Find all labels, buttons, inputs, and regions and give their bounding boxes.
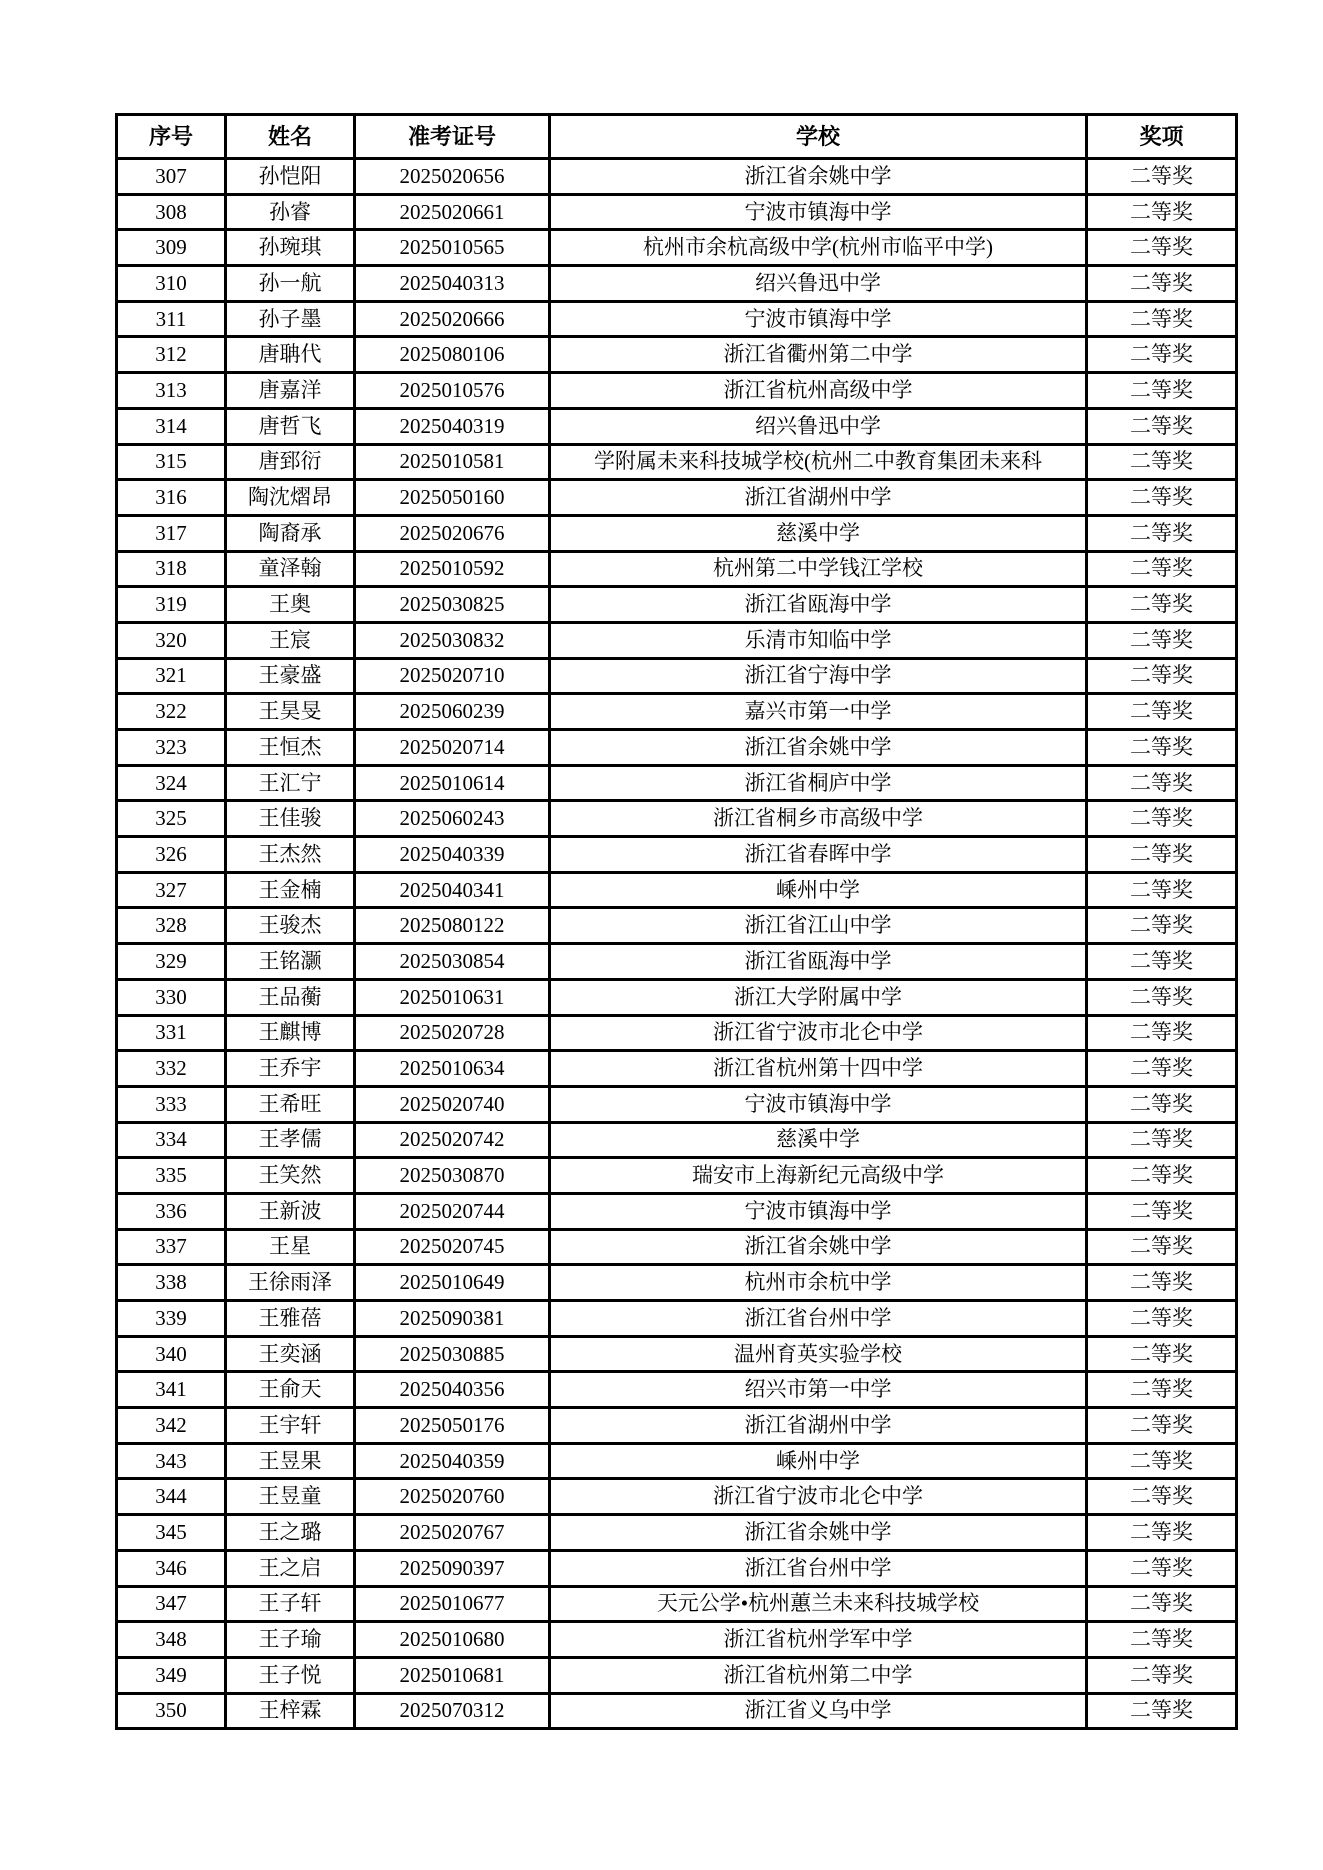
cell-exam-id: 2025020728 [355, 1015, 550, 1051]
table-row [117, 266, 1237, 302]
table-row [117, 1122, 1237, 1158]
cell-serial: 342 [117, 1408, 226, 1444]
column-header-school: 学校 [550, 115, 1087, 159]
table-row [117, 765, 1237, 801]
cell-school: 浙江省宁波市北仑中学 [550, 1015, 1087, 1051]
cell-name: 孙恺阳 [226, 159, 355, 195]
cell-school: 浙江省义乌中学 [550, 1693, 1087, 1729]
cell-serial: 322 [117, 694, 226, 730]
cell-serial: 319 [117, 587, 226, 623]
cell-serial: 331 [117, 1015, 226, 1051]
cell-exam-id: 2025030870 [355, 1158, 550, 1194]
cell-serial: 325 [117, 801, 226, 837]
cell-award: 二等奖 [1087, 1693, 1237, 1729]
cell-exam-id: 2025070312 [355, 1693, 550, 1729]
table-row [117, 1657, 1237, 1693]
cell-award: 二等奖 [1087, 837, 1237, 873]
cell-serial: 347 [117, 1586, 226, 1622]
cell-award: 二等奖 [1087, 587, 1237, 623]
cell-award: 二等奖 [1087, 1408, 1237, 1444]
cell-name: 王雅蓓 [226, 1301, 355, 1337]
cell-exam-id: 2025010680 [355, 1622, 550, 1658]
cell-award: 二等奖 [1087, 1479, 1237, 1515]
table-row [117, 837, 1237, 873]
cell-name: 王笑然 [226, 1158, 355, 1194]
cell-serial: 321 [117, 658, 226, 694]
cell-name: 王俞天 [226, 1372, 355, 1408]
cell-name: 王奥 [226, 587, 355, 623]
cell-serial: 335 [117, 1158, 226, 1194]
cell-serial: 350 [117, 1693, 226, 1729]
cell-name: 王新波 [226, 1193, 355, 1229]
cell-exam-id: 2025020656 [355, 159, 550, 195]
cell-award: 二等奖 [1087, 801, 1237, 837]
cell-award: 二等奖 [1087, 1051, 1237, 1087]
cell-school: 浙江省衢州第二中学 [550, 337, 1087, 373]
column-header-exam-id: 准考证号 [355, 115, 550, 159]
cell-serial: 316 [117, 480, 226, 516]
column-header-award: 奖项 [1087, 115, 1237, 159]
cell-exam-id: 2025040356 [355, 1372, 550, 1408]
table-row [117, 979, 1237, 1015]
cell-school: 宁波市镇海中学 [550, 1193, 1087, 1229]
cell-school: 浙江省桐庐中学 [550, 765, 1087, 801]
cell-name: 王汇宁 [226, 765, 355, 801]
cell-award: 二等奖 [1087, 1301, 1237, 1337]
cell-exam-id: 2025020710 [355, 658, 550, 694]
table-row [117, 908, 1237, 944]
cell-name: 王杰然 [226, 837, 355, 873]
cell-award: 二等奖 [1087, 480, 1237, 516]
column-header-serial: 序号 [117, 115, 226, 159]
cell-exam-id: 2025040313 [355, 266, 550, 302]
table-row [117, 1086, 1237, 1122]
table-row [117, 1193, 1237, 1229]
cell-school: 浙江省杭州高级中学 [550, 373, 1087, 409]
cell-name: 童泽翰 [226, 551, 355, 587]
cell-name: 唐聃代 [226, 337, 355, 373]
table-row [117, 694, 1237, 730]
table-row [117, 944, 1237, 980]
cell-serial: 337 [117, 1229, 226, 1265]
cell-serial: 332 [117, 1051, 226, 1087]
cell-exam-id: 2025020666 [355, 301, 550, 337]
cell-award: 二等奖 [1087, 765, 1237, 801]
cell-name: 王佳骏 [226, 801, 355, 837]
cell-award: 二等奖 [1087, 1515, 1237, 1551]
cell-school: 宁波市镇海中学 [550, 194, 1087, 230]
cell-award: 二等奖 [1087, 1015, 1237, 1051]
cell-school: 宁波市镇海中学 [550, 1086, 1087, 1122]
cell-school: 浙江省桐乡市高级中学 [550, 801, 1087, 837]
cell-award: 二等奖 [1087, 944, 1237, 980]
cell-school: 浙江省湖州中学 [550, 480, 1087, 516]
cell-serial: 340 [117, 1336, 226, 1372]
cell-award: 二等奖 [1087, 694, 1237, 730]
cell-name: 王子轩 [226, 1586, 355, 1622]
cell-school: 绍兴市第一中学 [550, 1372, 1087, 1408]
cell-name: 王品蘅 [226, 979, 355, 1015]
award-list-table [115, 113, 1238, 1730]
cell-award: 二等奖 [1087, 230, 1237, 266]
table-row [117, 872, 1237, 908]
cell-award: 二等奖 [1087, 1443, 1237, 1479]
cell-award: 二等奖 [1087, 1586, 1237, 1622]
cell-name: 唐郅衍 [226, 444, 355, 480]
table-row [117, 1443, 1237, 1479]
cell-school: 浙江省台州中学 [550, 1301, 1087, 1337]
cell-award: 二等奖 [1087, 1265, 1237, 1301]
cell-award: 二等奖 [1087, 1657, 1237, 1693]
cell-name: 王子悦 [226, 1657, 355, 1693]
cell-serial: 349 [117, 1657, 226, 1693]
table-row [117, 515, 1237, 551]
cell-award: 二等奖 [1087, 1229, 1237, 1265]
table-row [117, 587, 1237, 623]
cell-school: 浙江省台州中学 [550, 1550, 1087, 1586]
table-row [117, 1693, 1237, 1729]
cell-name: 孙子墨 [226, 301, 355, 337]
cell-award: 二等奖 [1087, 1336, 1237, 1372]
table-row [117, 230, 1237, 266]
cell-exam-id: 2025090397 [355, 1550, 550, 1586]
cell-serial: 313 [117, 373, 226, 409]
cell-award: 二等奖 [1087, 301, 1237, 337]
cell-name: 王宇轩 [226, 1408, 355, 1444]
cell-name: 孙一航 [226, 266, 355, 302]
cell-serial: 344 [117, 1479, 226, 1515]
cell-serial: 320 [117, 622, 226, 658]
cell-school: 浙江省宁波市北仑中学 [550, 1479, 1087, 1515]
table-row [117, 1265, 1237, 1301]
cell-award: 二等奖 [1087, 979, 1237, 1015]
table-row [117, 1051, 1237, 1087]
cell-serial: 346 [117, 1550, 226, 1586]
cell-school: 浙江省杭州学军中学 [550, 1622, 1087, 1658]
cell-serial: 317 [117, 515, 226, 551]
cell-award: 二等奖 [1087, 730, 1237, 766]
cell-name: 陶沈熠昂 [226, 480, 355, 516]
table-row [117, 1229, 1237, 1265]
cell-exam-id: 2025020661 [355, 194, 550, 230]
cell-school: 浙江省余姚中学 [550, 1229, 1087, 1265]
cell-school: 杭州市余杭高级中学(杭州市临平中学) [550, 230, 1087, 266]
cell-name: 王奕涵 [226, 1336, 355, 1372]
cell-award: 二等奖 [1087, 194, 1237, 230]
cell-serial: 309 [117, 230, 226, 266]
cell-award: 二等奖 [1087, 872, 1237, 908]
cell-serial: 308 [117, 194, 226, 230]
cell-exam-id: 2025020742 [355, 1122, 550, 1158]
table-row [117, 1515, 1237, 1551]
table-row [117, 480, 1237, 516]
table-row [117, 301, 1237, 337]
cell-award: 二等奖 [1087, 1193, 1237, 1229]
cell-award: 二等奖 [1087, 908, 1237, 944]
cell-school: 浙江省江山中学 [550, 908, 1087, 944]
cell-serial: 307 [117, 159, 226, 195]
cell-award: 二等奖 [1087, 551, 1237, 587]
cell-name: 王孝儒 [226, 1122, 355, 1158]
cell-school: 浙江省杭州第二中学 [550, 1657, 1087, 1693]
cell-exam-id: 2025020714 [355, 730, 550, 766]
cell-school: 学附属未来科技城学校(杭州二中教育集团未来科 [550, 444, 1087, 480]
cell-serial: 311 [117, 301, 226, 337]
cell-exam-id: 2025010581 [355, 444, 550, 480]
table-row [117, 1622, 1237, 1658]
cell-exam-id: 2025050176 [355, 1408, 550, 1444]
cell-serial: 343 [117, 1443, 226, 1479]
table-row [117, 1158, 1237, 1194]
cell-serial: 314 [117, 408, 226, 444]
cell-school: 浙江省余姚中学 [550, 730, 1087, 766]
cell-school: 浙江省春晖中学 [550, 837, 1087, 873]
cell-exam-id: 2025010565 [355, 230, 550, 266]
cell-award: 二等奖 [1087, 515, 1237, 551]
cell-name: 王麒博 [226, 1015, 355, 1051]
cell-school: 浙江省宁海中学 [550, 658, 1087, 694]
cell-serial: 312 [117, 337, 226, 373]
table-row [117, 194, 1237, 230]
cell-school: 宁波市镇海中学 [550, 301, 1087, 337]
cell-school: 浙江省余姚中学 [550, 159, 1087, 195]
cell-school: 慈溪中学 [550, 515, 1087, 551]
cell-exam-id: 2025060239 [355, 694, 550, 730]
cell-award: 二等奖 [1087, 1550, 1237, 1586]
cell-serial: 324 [117, 765, 226, 801]
cell-name: 王骏杰 [226, 908, 355, 944]
cell-award: 二等奖 [1087, 1372, 1237, 1408]
cell-exam-id: 2025090381 [355, 1301, 550, 1337]
cell-name: 孙睿 [226, 194, 355, 230]
cell-exam-id: 2025010614 [355, 765, 550, 801]
cell-school: 嵊州中学 [550, 872, 1087, 908]
cell-school: 天元公学•杭州蕙兰未来科技城学校 [550, 1586, 1087, 1622]
cell-school: 嵊州中学 [550, 1443, 1087, 1479]
cell-exam-id: 2025020744 [355, 1193, 550, 1229]
cell-serial: 333 [117, 1086, 226, 1122]
cell-award: 二等奖 [1087, 408, 1237, 444]
cell-award: 二等奖 [1087, 1622, 1237, 1658]
cell-serial: 318 [117, 551, 226, 587]
cell-exam-id: 2025010649 [355, 1265, 550, 1301]
table-row [117, 373, 1237, 409]
cell-name: 王子瑜 [226, 1622, 355, 1658]
table-row [117, 622, 1237, 658]
cell-school: 浙江省湖州中学 [550, 1408, 1087, 1444]
cell-serial: 329 [117, 944, 226, 980]
cell-exam-id: 2025040359 [355, 1443, 550, 1479]
cell-name: 王之璐 [226, 1515, 355, 1551]
cell-school: 嘉兴市第一中学 [550, 694, 1087, 730]
table-row [117, 1372, 1237, 1408]
cell-school: 杭州市余杭中学 [550, 1265, 1087, 1301]
cell-name: 王昱果 [226, 1443, 355, 1479]
cell-name: 王乔宇 [226, 1051, 355, 1087]
cell-serial: 330 [117, 979, 226, 1015]
table-row [117, 1408, 1237, 1444]
cell-name: 王星 [226, 1229, 355, 1265]
cell-serial: 338 [117, 1265, 226, 1301]
cell-school: 浙江大学附属中学 [550, 979, 1087, 1015]
cell-name: 唐嘉洋 [226, 373, 355, 409]
cell-award: 二等奖 [1087, 444, 1237, 480]
table-row [117, 1336, 1237, 1372]
cell-serial: 328 [117, 908, 226, 944]
cell-exam-id: 2025010681 [355, 1657, 550, 1693]
cell-exam-id: 2025040341 [355, 872, 550, 908]
table-row [117, 658, 1237, 694]
cell-name: 王之启 [226, 1550, 355, 1586]
table-row [117, 551, 1237, 587]
cell-serial: 310 [117, 266, 226, 302]
table-row [117, 730, 1237, 766]
cell-name: 王铭灏 [226, 944, 355, 980]
cell-school: 绍兴鲁迅中学 [550, 408, 1087, 444]
cell-exam-id: 2025020745 [355, 1229, 550, 1265]
cell-exam-id: 2025040339 [355, 837, 550, 873]
cell-school: 绍兴鲁迅中学 [550, 266, 1087, 302]
cell-serial: 341 [117, 1372, 226, 1408]
cell-serial: 326 [117, 837, 226, 873]
table-row [117, 337, 1237, 373]
cell-name: 王豪盛 [226, 658, 355, 694]
table-row [117, 159, 1237, 195]
cell-exam-id: 2025020740 [355, 1086, 550, 1122]
table-row [117, 1550, 1237, 1586]
cell-exam-id: 2025020676 [355, 515, 550, 551]
cell-school: 浙江省瓯海中学 [550, 587, 1087, 623]
cell-serial: 315 [117, 444, 226, 480]
table-row [117, 1301, 1237, 1337]
cell-school: 慈溪中学 [550, 1122, 1087, 1158]
header-row [117, 115, 1237, 159]
cell-exam-id: 2025020767 [355, 1515, 550, 1551]
cell-name: 王恒杰 [226, 730, 355, 766]
cell-name: 王金楠 [226, 872, 355, 908]
cell-exam-id: 2025020760 [355, 1479, 550, 1515]
cell-exam-id: 2025010634 [355, 1051, 550, 1087]
cell-serial: 339 [117, 1301, 226, 1337]
cell-name: 王梓霖 [226, 1693, 355, 1729]
cell-exam-id: 2025080106 [355, 337, 550, 373]
cell-award: 二等奖 [1087, 266, 1237, 302]
cell-serial: 327 [117, 872, 226, 908]
cell-exam-id: 2025010677 [355, 1586, 550, 1622]
cell-serial: 323 [117, 730, 226, 766]
cell-name: 唐哲飞 [226, 408, 355, 444]
cell-exam-id: 2025010631 [355, 979, 550, 1015]
cell-name: 孙琬琪 [226, 230, 355, 266]
cell-serial: 345 [117, 1515, 226, 1551]
table-row [117, 1015, 1237, 1051]
cell-exam-id: 2025050160 [355, 480, 550, 516]
cell-award: 二等奖 [1087, 1122, 1237, 1158]
cell-name: 王宸 [226, 622, 355, 658]
cell-exam-id: 2025030854 [355, 944, 550, 980]
cell-award: 二等奖 [1087, 1086, 1237, 1122]
cell-school: 乐清市知临中学 [550, 622, 1087, 658]
cell-exam-id: 2025040319 [355, 408, 550, 444]
cell-name: 王昊旻 [226, 694, 355, 730]
table-row [117, 408, 1237, 444]
cell-name: 王希旺 [226, 1086, 355, 1122]
cell-name: 王徐雨泽 [226, 1265, 355, 1301]
table-row [117, 801, 1237, 837]
cell-exam-id: 2025030825 [355, 587, 550, 623]
cell-name: 王昱童 [226, 1479, 355, 1515]
table-row [117, 1586, 1237, 1622]
cell-award: 二等奖 [1087, 622, 1237, 658]
cell-school: 温州育英实验学校 [550, 1336, 1087, 1372]
cell-school: 杭州第二中学钱江学校 [550, 551, 1087, 587]
table-row [117, 444, 1237, 480]
cell-exam-id: 2025030885 [355, 1336, 550, 1372]
cell-exam-id: 2025030832 [355, 622, 550, 658]
cell-award: 二等奖 [1087, 1158, 1237, 1194]
cell-award: 二等奖 [1087, 373, 1237, 409]
cell-award: 二等奖 [1087, 658, 1237, 694]
cell-school: 瑞安市上海新纪元高级中学 [550, 1158, 1087, 1194]
cell-exam-id: 2025010592 [355, 551, 550, 587]
column-header-name: 姓名 [226, 115, 355, 159]
cell-school: 浙江省瓯海中学 [550, 944, 1087, 980]
cell-serial: 336 [117, 1193, 226, 1229]
cell-serial: 348 [117, 1622, 226, 1658]
cell-exam-id: 2025080122 [355, 908, 550, 944]
cell-school: 浙江省杭州第十四中学 [550, 1051, 1087, 1087]
cell-exam-id: 2025060243 [355, 801, 550, 837]
cell-exam-id: 2025010576 [355, 373, 550, 409]
table-row [117, 1479, 1237, 1515]
cell-serial: 334 [117, 1122, 226, 1158]
cell-name: 陶裔承 [226, 515, 355, 551]
cell-award: 二等奖 [1087, 337, 1237, 373]
cell-school: 浙江省余姚中学 [550, 1515, 1087, 1551]
cell-award: 二等奖 [1087, 159, 1237, 195]
